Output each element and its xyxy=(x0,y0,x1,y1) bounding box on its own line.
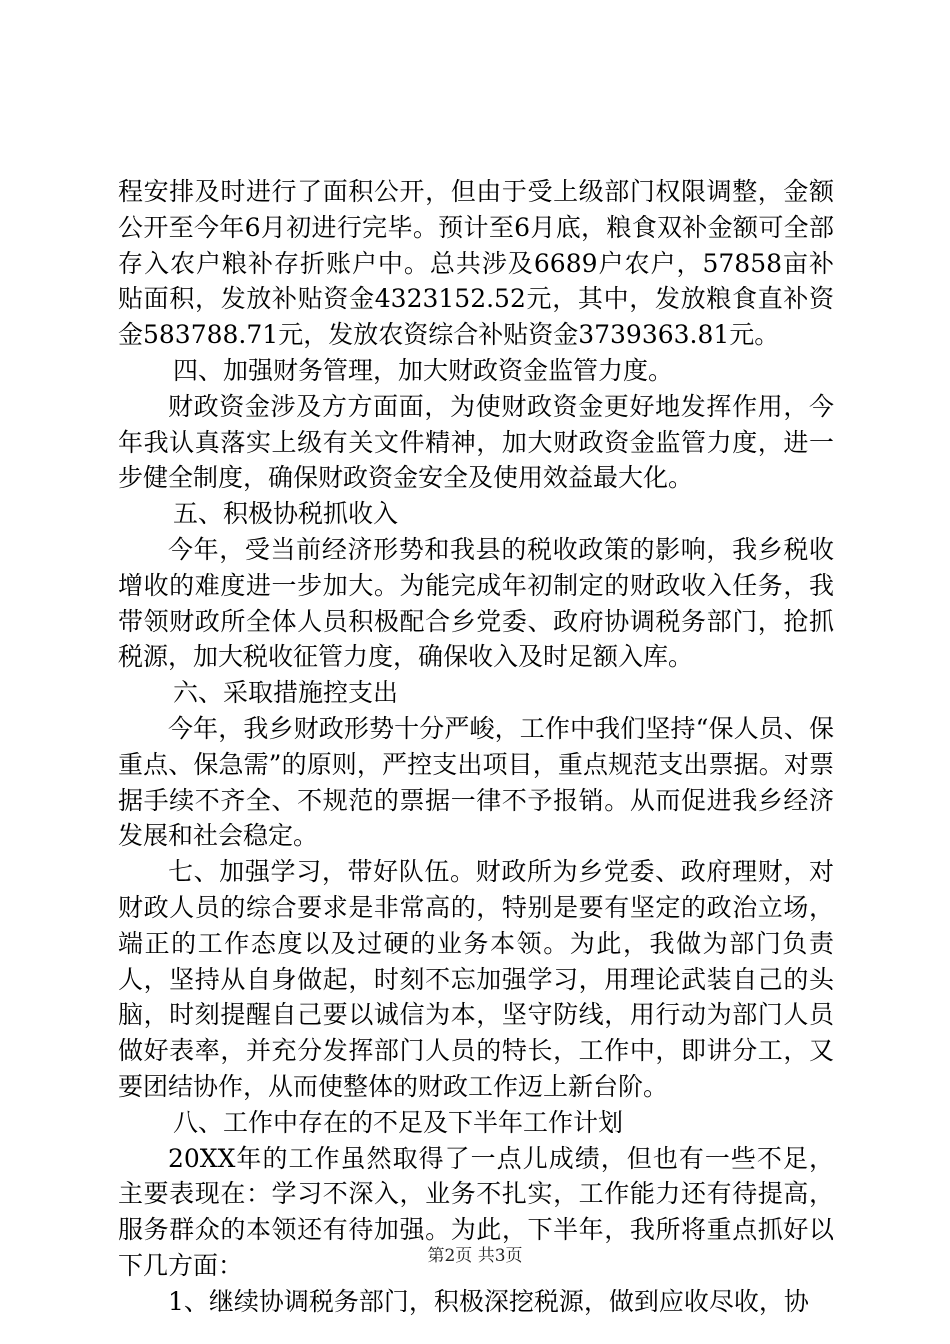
paragraph-expense-control: 今年，我乡财政形势十分严峻，工作中我们坚持“保人员、保重点、保急需”的原则，严控支出项目，重点规范支出票据。对票据手续不齐全、不规范的票据一律不予报销。从而促进我乡经济发展和社会稳定。 xyxy=(118,713,834,851)
heading-section-six: 六、采取措施控支出 xyxy=(173,678,399,708)
paragraph-shortcomings: 20XX年的工作虽然取得了一点儿成绩，但也有一些不足，主要表现在：学习不深入，业务不扎实，工作能力还有待提高，服务群众的本领还有待加强。为此，下半年，我所将重点抓好以下几方面： xyxy=(118,1143,834,1280)
paragraph-tax-collection: 今年，受当前经济形势和我县的税收政策的影响，我乡税收增收的难度进一步加大。为能完成年初制定的财政收入任务，我带领财政所全体人员积极配合乡党委、政府协调税务部门，抢抓税源，加大税收征管力度，确保收入及时足额入库。 xyxy=(118,534,834,672)
heading-section-four: 四、加强财务管理，加大财政资金监管力度。 xyxy=(173,355,674,385)
document-body xyxy=(118,174,834,1320)
paragraph-fund-supervision: 财政资金涉及方方面面，为使财政资金更好地发挥作用，今年我认真落实上级有关文件精神，加大财政资金监管力度，进一步健全制度，确保财政资金安全及使用效益最大化。 xyxy=(118,391,834,493)
paragraph-subsidy-details: 程安排及时进行了面积公开，但由于受上级部门权限调整，金额公开至今年6月初进行完毕。预计至6月底，粮食双补金额可全部存入农户粮补存折账户中。总共涉及6689户农户，57858亩补贴面积，发放补贴资金4323152.52元，其中，发放粮食直补资金583788.71元，发放农资综合补贴资金3739363.81元。 xyxy=(118,177,834,350)
page-number-footer: 第2页 共3页 xyxy=(427,1246,523,1266)
paragraph-plan-item-one: 1、继续协调税务部门，积极深挖税源，做到应收尽收，协 xyxy=(168,1286,809,1316)
paragraph-section-seven-study: 七、加强学习，带好队伍。财政所为乡党委、政府理财，对财政人员的综合要求是非常高的，特别是要有坚定的政治立场，端正的工作态度以及过硬的业务本领。为此，我做为部门负责人，坚持从自身做起，时刻不忘加强学习，用理论武装自己的头脑，时刻提醒自己要以诚信为本，坚守防线，用行动为部门人员做好表率，并充分发挥部门人员的特长，工作中，即讲分工，又要团结协作，从而使整体的财政工作迈上新台阶。 xyxy=(118,857,834,1101)
heading-section-five: 五、积极协税抓收入 xyxy=(173,499,399,529)
heading-section-eight: 八、工作中存在的不足及下半年工作计划 xyxy=(173,1107,624,1137)
